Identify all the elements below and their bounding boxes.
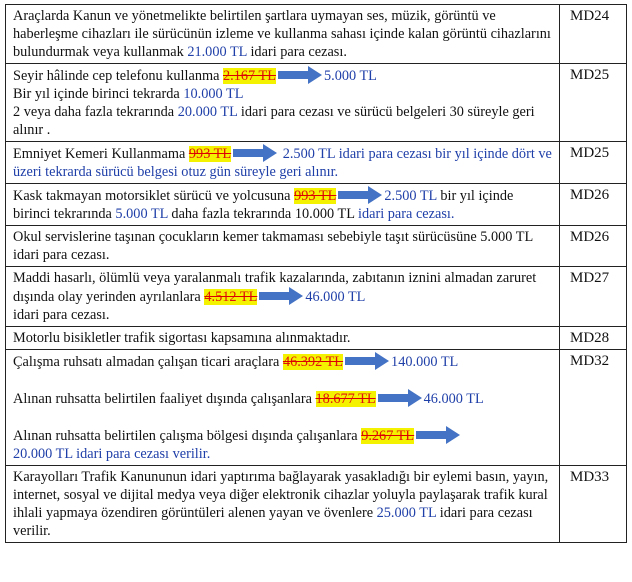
old-fine: 4.512 TL <box>204 289 258 305</box>
new-fine: 46.000 TL <box>423 391 484 407</box>
fine-amount: 10.000 TL <box>183 86 244 102</box>
old-fine: 9.267 TL <box>361 428 415 444</box>
right-arrow-icon <box>338 186 382 204</box>
table-row <box>6 267 627 327</box>
table-row <box>6 142 627 184</box>
article-code: MD28 <box>560 327 627 350</box>
right-arrow-icon <box>259 287 303 305</box>
old-fine: 46.392 TL <box>282 354 344 370</box>
article-code: MD27 <box>560 267 627 327</box>
fine-amount: 25.000 TL <box>376 505 437 521</box>
right-arrow-icon <box>416 426 460 444</box>
new-fine: 140.000 TL <box>391 354 459 370</box>
description-cell: Maddi hasarlı, ölümlü veya yaralanmalı trafik kazalarında, zabıtanın iznini almadan zaruret dışında olay yerinden ayrılanlara 4.512 TL 46.000 TL idari para cezası. <box>6 267 560 327</box>
fine-amount: 21.000 TL <box>187 44 247 60</box>
description-cell: Çalışma ruhsatı almadan çalışan ticari araçlara 46.392 TL 140.000 TL Alınan ruhsatta belirtilen faaliyet dışında çalışanlara 18.677 TL 46.000 TL Alınan ruhsatta belirtilen çalışma bölgesi dışında çalışanlara 9.267 TL 20.000 TL idari para cezası verilir. <box>6 350 560 466</box>
description-cell: Kask takmayan motorsiklet sürücü ve yolcusuna 993 TL 2.500 TL bir yıl içinde birinci tekrarında 5.000 TL daha fazla tekrarında 10.000 TL idari para cezası. <box>6 184 560 226</box>
fine-amount: 10.000 TL <box>294 206 355 222</box>
article-code: MD25 <box>560 64 627 142</box>
table-row <box>6 226 627 267</box>
article-code: MD25 <box>560 142 627 184</box>
article-code: MD26 <box>560 184 627 226</box>
description-cell: Motorlu bisikletler trafik sigortası kapsamına alınmaktadır. <box>6 327 560 350</box>
table-row <box>6 350 627 466</box>
table-row <box>6 5 627 64</box>
table-row <box>6 466 627 543</box>
old-fine: 2.167 TL <box>223 68 276 84</box>
article-code: MD26 <box>560 226 627 267</box>
description-cell: Karayolları Trafik Kanununun idari yaptırıma bağlayarak yasakladığı bir eylemi basın, yayın, internet, sosyal ve dijital medya veya diğer elektronik cihazlar yoluyla paylaşarak trafik kural ihlali yapmaya özendiren görüntüleri alenen yayan ve övenlere 25.000 TL idari para cezası verilir. <box>6 466 560 543</box>
old-fine: 18.677 TL <box>315 391 376 407</box>
new-fine: 5.000 TL <box>323 68 377 84</box>
old-fine: 993 TL <box>294 188 337 204</box>
new-fine: 46.000 TL <box>305 289 366 305</box>
article-code: MD24 <box>560 5 627 64</box>
right-arrow-icon <box>278 66 322 84</box>
new-fine: 2.500 TL <box>384 188 437 204</box>
article-code: MD32 <box>560 350 627 466</box>
table-row <box>6 64 627 142</box>
description-cell: Emniyet Kemeri Kullanmama 993 TL 2.500 TL idari para cezası bir yıl içinde dört ve üzeri tekrarda sürücü belgesi otuz gün süreyle geri alınır. <box>6 142 560 184</box>
fine-amount: 20.000 TL <box>177 104 238 120</box>
description-cell: Okul servislerine taşınan çocukların kemer takmaması sebebiyle taşıt sürücüsüne 5.000 TL idari para cezası. <box>6 226 560 267</box>
new-fine: 2.500 TL idari para cezası bir yıl içinde dört ve üzeri tekrarda sürücü belgesi otuz gün süreyle geri alınır. <box>13 146 552 180</box>
new-fine: 20.000 TL idari para cezası verilir. <box>13 446 211 462</box>
right-arrow-icon <box>233 144 277 162</box>
right-arrow-icon <box>378 389 422 407</box>
right-arrow-icon <box>345 352 389 370</box>
table-row <box>6 184 627 226</box>
old-fine: 993 TL <box>188 146 232 162</box>
fine-amount: 5.000 TL <box>115 206 168 222</box>
penalty-table <box>5 4 627 543</box>
description-cell: Seyir hâlinde cep telefonu kullanma 2.167 TL 5.000 TL Bir yıl içinde birinci tekrarda 10.000 TL 2 veya daha fazla tekrarında 20.000 TL idari para cezası ve sürücü belgeleri 30 süreyle geri alınır . <box>6 64 560 142</box>
description-cell: Araçlarda Kanun ve yönetmelikte belirtilen şartlara uymayan ses, müzik, görüntü ve haberleşme cihazları ile sürücünün izleme ve kullanma sahası içinde kalan görüntü cihazlarını bulundurmak veya kullanmak 21.000 TL idari para cezası. <box>6 5 560 64</box>
table-row <box>6 327 627 350</box>
article-code: MD33 <box>560 466 627 543</box>
